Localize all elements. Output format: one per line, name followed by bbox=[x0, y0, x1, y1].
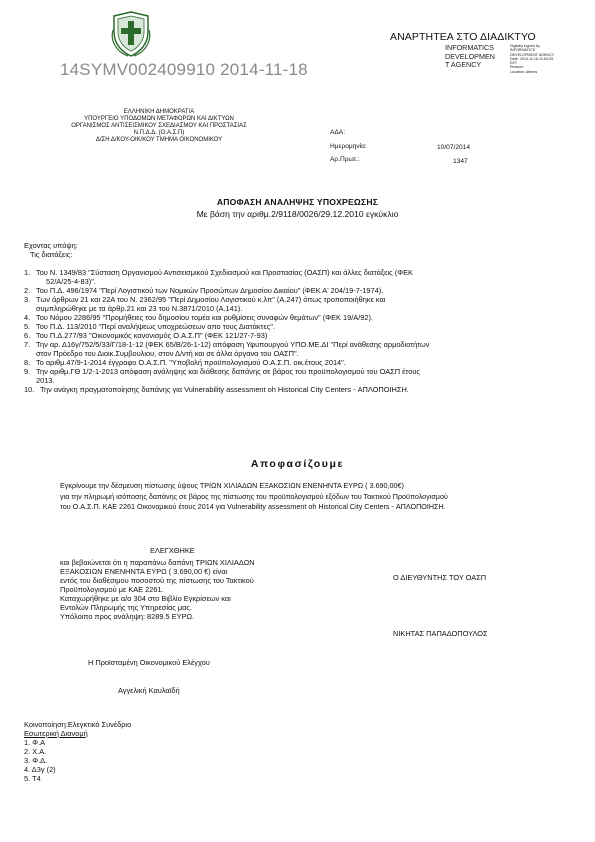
decision-line: του Ο.Α.Σ.Π. ΚΑΕ 2261 Οικονομικού έτους 2014 για Vulnerability assessment oh Historical City Centers - ΑΠΛΟΠΟΙΗΣΗ. bbox=[60, 502, 446, 511]
diavgeia-org-line: INFORMATICS bbox=[445, 43, 494, 52]
notification-line: Κοινοποίηση:Ελεγκτικό Συνέδριο bbox=[24, 720, 132, 729]
director-name: ΝΙΚΗΤΑΣ ΠΑΠΑΔΟΠΟΥΛΟΣ bbox=[393, 629, 488, 638]
item-text: Του Π.Δ.277/93 "Οικονομικός κανονισμός Ο.Α.Σ.Π" (ΦΕΚ 121/27-7-93) bbox=[36, 331, 268, 340]
date-value: 10/07/2014 bbox=[437, 144, 471, 151]
item-text: 52/Α/25-4-83)". bbox=[46, 277, 96, 286]
diavgeia-org-line: T AGENCY bbox=[445, 60, 482, 70]
list-item: 2. Χ.Α. bbox=[24, 747, 47, 756]
distribution-list bbox=[24, 738, 131, 783]
notification-block bbox=[24, 720, 131, 783]
issuer-line: Δ/ΣΗ Δ/ΚΟΥ-ΟΙΚ/ΚΟΥ ΤΜΗΜΑ ΟΙΚΟΝΟΜΙΚΟΥ bbox=[95, 137, 223, 143]
document-title: ΑΠΟΦΑΣΗ ΑΝΑΛΗΨΗΣ ΥΠΟΧΡΕΩΣΗΣ bbox=[216, 197, 379, 207]
item-number: 5. bbox=[24, 322, 31, 331]
verification-line: Υπόλοιπο προς ανάληψη: 8289.5 ΕΥΡΩ. bbox=[60, 612, 195, 621]
item-text: Του Π.Δ. 113/2010 "Περί αναλήψεως υποχρεώσεων απο τους Διατάκτες". bbox=[36, 322, 275, 331]
verification-text bbox=[60, 558, 310, 621]
item-text: Του Ν. 1349/83 "Σύσταση Οργανισμού Αντισεισμικού Σχεδιασμού και Προστασίας (ΟΑΣΠ) και άλλες διατάξεις (ΦΕΚ bbox=[36, 268, 413, 277]
issuer-line: ΕΛΛΗΝΙΚΗ ΔΗΜΟΚΡΑΤΙΑ bbox=[123, 109, 195, 115]
item-number: 10. bbox=[24, 385, 35, 394]
item-number: 4. bbox=[24, 313, 31, 322]
document-id: 14SYMV002409910 2014-11-18 bbox=[60, 60, 308, 79]
head-name: Αγγελική Καυλαϊδή bbox=[118, 686, 180, 695]
item-text: Το αριθμ.47/9-1-2014 έγγραφο Ο.Α.Σ.Π. "Υποβολή προϋπολογισμού Ο.Α.Σ.Π. οικ.έτους 2014". bbox=[36, 358, 346, 367]
protocol-value: 1347 bbox=[453, 157, 468, 165]
verification-heading: ΕΛΕΓΧΘΗΚΕ bbox=[150, 546, 195, 555]
item-number: 9. bbox=[24, 367, 31, 376]
diavgeia-org-line: DEVELOPMEN bbox=[445, 51, 495, 61]
diavgeia-org bbox=[445, 44, 495, 70]
decision-line: για την πληρωμή ισόποσης δαπάνης σε βάρος της πίστωσης του προϋπολογισμού εξόδων του Τακτικού Προϋπολογισμού bbox=[60, 491, 448, 501]
item-number: 8. bbox=[24, 358, 31, 367]
item-number: 6. bbox=[24, 331, 31, 340]
considerations-intro bbox=[24, 241, 78, 259]
list-item bbox=[24, 331, 564, 340]
list-item bbox=[24, 322, 564, 331]
list-item bbox=[24, 367, 564, 385]
list-item: 3. Φ.Δ. bbox=[24, 756, 48, 765]
verification-line: ΕΞΑΚΟΣΙΩΝ ΕΝΕΝΗΝΤΑ ΕΥΡΩ ( 3.690,00 €) είναι bbox=[60, 567, 228, 576]
issuer-line: Ν.Π.Δ.Δ. (Ο.Α.Σ.Π) bbox=[133, 130, 185, 136]
list-item bbox=[24, 268, 564, 286]
list-item bbox=[24, 340, 564, 358]
internal-distribution-label: Εσωτερική Διανομή bbox=[24, 729, 88, 738]
verification-line: Προϋπολογισμού με ΚΑΕ 2261. bbox=[60, 585, 164, 594]
diavgeia-title: ΑΝΑΡΤΗΤΕΑ ΣΤΟ ΔΙΑΔΙΚΤΥΟ bbox=[390, 31, 536, 43]
list-item bbox=[24, 286, 564, 295]
list-item bbox=[24, 358, 564, 367]
signature-line: Date: 2014.11.18 11:54:35 bbox=[510, 56, 554, 61]
head-title: Η Προϊσταμένη Οικονομικού Ελέγχου bbox=[88, 658, 210, 667]
date-label: Ημερομηνία: bbox=[330, 142, 367, 150]
item-text: Του Π.Δ. 496/1974 "Περί Λογιστικού των Νομικών Προσώπων Δημοσίου Δικαίου" (ΦΕΚ Α' 204/19-7-1974). bbox=[36, 286, 384, 295]
signature-line: Digitally signed by bbox=[510, 44, 540, 48]
protocol-label: Αρ.Πρωτ.: bbox=[330, 156, 360, 163]
item-text: Την ανάγκη πραγματοποίησης δαπάνης για Vulnerability assessment oh Historical City Centers - ΑΠΛΟΠΟΙΗΣΗ. bbox=[40, 385, 409, 394]
verification-line: και βεβαιώνεται ότι η παραπάνω δαπάνη ΤΡΙΩΝ ΧΙΛΙΑΔΩΝ bbox=[60, 558, 255, 567]
digital-signature bbox=[510, 44, 590, 74]
provisions-list bbox=[24, 268, 564, 394]
meta-labels bbox=[330, 129, 367, 170]
signature-line: INFORMATICS bbox=[510, 48, 536, 53]
intro-line: Τις διατάξεις: bbox=[30, 250, 73, 259]
item-text: Την αριθμ.ΓΘ 1/2-1-2013 απόφαση ανάληψης και διάθεσης δαπάνης σε βάρος του προϋπολογισμού του ΟΑΣΠ έτους bbox=[36, 367, 420, 376]
item-number: 2. bbox=[24, 286, 31, 295]
item-text: συμπληρώθηκε με τα άρθρ.21 και 23 του Ν.3871/2010 (Α.141). bbox=[36, 304, 243, 313]
list-item: 4. Δ3γ (2) bbox=[24, 765, 56, 774]
signature-line: EET bbox=[510, 61, 518, 66]
list-item bbox=[24, 313, 564, 322]
signature-line: Reason: bbox=[510, 65, 524, 70]
item-text: Του Νόμου 2286/95 "Προμήθειες του δημοσίου τομέα και ρυθμίσεις συναφών θεμάτων" (ΦΕΚ 19/Α/92). bbox=[36, 313, 373, 322]
director-title: Ο ΔΙΕΥΘΥΝΤΗΣ ΤΟΥ ΟΑΣΠ bbox=[393, 573, 487, 582]
verification-line: Καταχωρήθηκε με α/α 304 στο Βιβλίο Εγκρίσεων και bbox=[60, 594, 231, 603]
item-number: 1. bbox=[24, 268, 31, 277]
issuer-line: ΟΡΓΑΝΙΣΜΟΣ ΑΝΤΙΣΕΙΣΜΙΚΟΥ ΣΧΕΔΙΑΣΜΟΥ ΚΑΙ ΠΡΟΣΤΑΣΙΑΣ bbox=[71, 123, 247, 129]
item-number: 3. bbox=[24, 295, 31, 304]
meta-values bbox=[437, 144, 470, 171]
list-item: 1. Φ.Α bbox=[24, 738, 46, 747]
greek-emblem-icon bbox=[110, 10, 152, 58]
signature-line: Location: Athens bbox=[510, 69, 538, 74]
list-item: 5. Τ4 bbox=[24, 774, 41, 783]
verification-line: Εντολών Πληρωμής της Υπηρεσίας μας. bbox=[60, 603, 192, 612]
document-subtitle: Με βάση την αριθμ.2/9118/0026/29.12.2010 εγκύκλιο bbox=[196, 209, 399, 219]
issuer-block bbox=[60, 109, 258, 144]
verification-line: εντός του διαθέσιμου ποσοστού της πίστωσης του Τακτικού bbox=[60, 576, 254, 585]
ada-label: ΑΔΑ: bbox=[330, 129, 346, 136]
item-text: 2013. bbox=[36, 376, 55, 385]
intro-line: Εχοντας υπόψη: bbox=[24, 241, 78, 250]
decision-line: Εγκρίνουμε την δέσμευση πίστωσης ύψους ΤΡΙΩΝ ΧΙΛΙΑΔΩΝ ΕΞΑΚΟΣΙΩΝ ΕΝΕΝΗΝΤΑ ΕΥΡΩ ( 3.690,00€) bbox=[60, 481, 404, 490]
issuer-line: ΥΠΟΥΡΓΕΙΟ ΥΠΟΔΟΜΩΝ ΜΕΤΑΦΟΡΩΝ ΚΑΙ ΔΙΚΤΥΩΝ bbox=[84, 116, 234, 122]
item-text: Των άρθρων 21 και 22Α του Ν. 2362/95 "Περί Δημοσίου Λογιστικού κ.λπ" (Α.247) όπως τροποποιήθηκε και bbox=[36, 295, 386, 304]
signature-line: DEVELOPMENT AGENCY bbox=[510, 52, 555, 57]
decision-heading: Αποφασίζουμε bbox=[250, 458, 345, 470]
item-text: Την αρ. Δ16γ/752/5/33/Γ/18-1-12 (ΦΕΚ 65/Β/26-1-12) απόφαση Υφυπουργού ΥΠΟ.ΜΕ.ΔΙ "Περί ανάθεσης αρμοδιοτήτων bbox=[36, 340, 430, 349]
list-item bbox=[24, 295, 564, 313]
decision-text bbox=[60, 481, 580, 513]
item-text: στον Πρόεδρο του Διοικ.Συμβουλιου, στον Δ/ντή και σε άλλα όργανα του ΟΑΣΠ". bbox=[36, 349, 299, 358]
item-number: 7. bbox=[24, 340, 31, 349]
list-item bbox=[24, 385, 564, 394]
